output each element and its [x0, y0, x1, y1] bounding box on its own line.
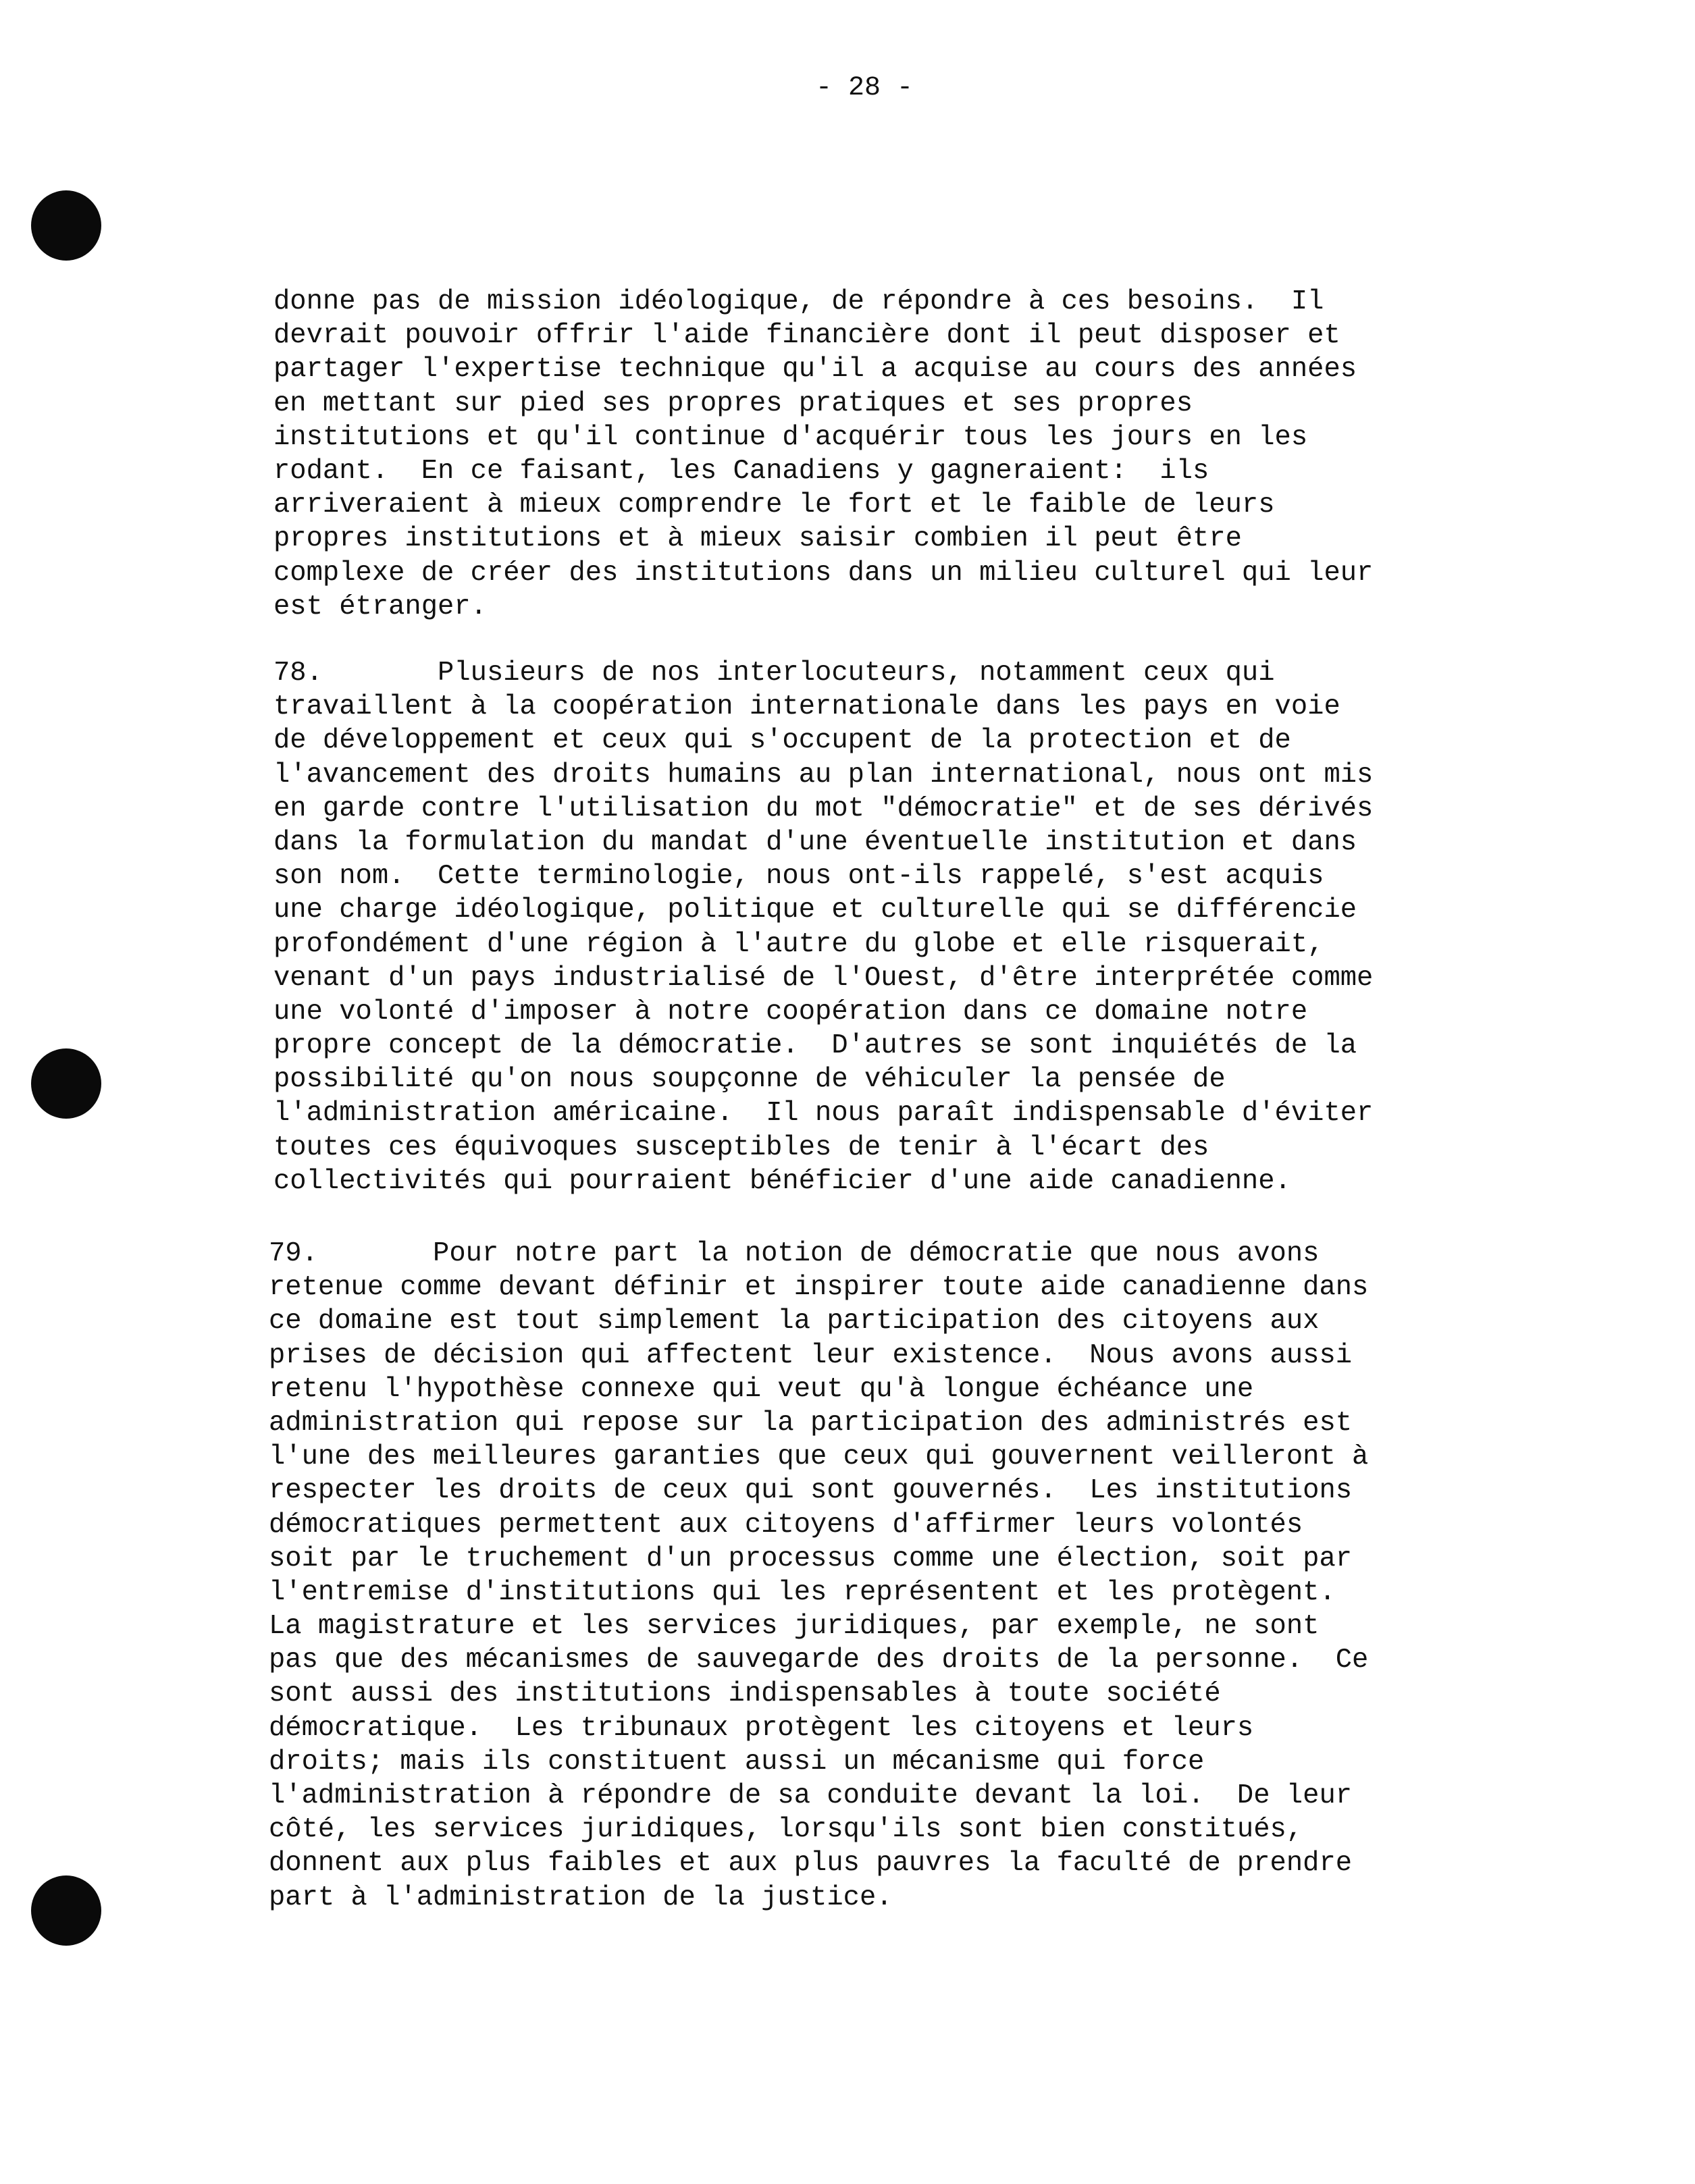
- text-line: retenue comme devant définir et inspirer toute aide canadienne dans: [269, 1272, 1369, 1304]
- text-line: prises de décision qui affectent leur existence. Nous avons aussi: [269, 1339, 1353, 1371]
- text-line: respecter les droits de ceux qui sont gouvernés. Les institutions: [269, 1475, 1353, 1507]
- text-line: La magistrature et les services juridiques, par exemple, ne sont: [269, 1611, 1320, 1643]
- text-line: soit par le truchement d'un processus comme une élection, soit par: [269, 1543, 1353, 1574]
- text-line: l'une des meilleures garanties que ceux qui gouvernent veilleront à: [269, 1441, 1369, 1473]
- text-line: venant d'un pays industrialisé de l'Ouest, d'être interprétée comme: [273, 962, 1374, 994]
- text-line: arriveraient à mieux comprendre le fort et le faible de leurs: [273, 489, 1275, 521]
- text-line: toutes ces équivoques susceptibles de tenir à l'écart des: [273, 1131, 1209, 1163]
- text-line: rodant. En ce faisant, les Canadiens y gagneraient: ils: [273, 455, 1209, 487]
- text-line: ce domaine est tout simplement la participation des citoyens aux: [269, 1306, 1320, 1337]
- text-line: 78. Plusieurs de nos interlocuteurs, notamment ceux qui: [273, 658, 1275, 689]
- text-line: une charge idéologique, politique et culturelle qui se différencie: [273, 895, 1357, 926]
- text-line: administration qui repose sur la participation des administrés est: [269, 1407, 1353, 1439]
- text-line: partager l'expertise technique qu'il a acquise au cours des années: [273, 354, 1357, 385]
- text-line: droits; mais ils constituent aussi un mécanisme qui force: [269, 1746, 1205, 1778]
- paragraph-continuation: [273, 285, 1428, 624]
- text-line: côté, les services juridiques, lorsqu'ils sont bien constitués,: [269, 1814, 1303, 1846]
- text-line: propres institutions et à mieux saisir combien il peut être: [273, 523, 1242, 555]
- text-line: devrait pouvoir offrir l'aide financière dont il peut disposer et: [273, 320, 1340, 352]
- punch-hole-middle: [31, 1048, 101, 1119]
- text-line: travaillent à la coopération internationale dans les pays en voie: [273, 691, 1340, 723]
- page-number: - 28 -: [815, 73, 914, 103]
- text-line: en mettant sur pied ses propres pratiques et ses propres: [273, 388, 1193, 419]
- text-line: propre concept de la démocratie. D'autres se sont inquiétés de la: [273, 1030, 1357, 1062]
- text-line: l'administration à répondre de sa conduite devant la loi. De leur: [269, 1780, 1353, 1811]
- text-line: démocratiques permettent aux citoyens d'affirmer leurs volontés: [269, 1509, 1303, 1541]
- text-line: une volonté d'imposer à notre coopération dans ce domaine notre: [273, 996, 1308, 1028]
- text-line: l'avancement des droits humains au plan international, nous ont mis: [273, 759, 1374, 791]
- paragraph-78: [273, 656, 1428, 1198]
- text-line: institutions et qu'il continue d'acquérir tous les jours en les: [273, 421, 1308, 453]
- paragraph-79: [269, 1237, 1424, 1915]
- punch-hole-bottom: [31, 1875, 101, 1946]
- text-line: l'administration américaine. Il nous paraît indispensable d'éviter: [273, 1098, 1374, 1129]
- text-line: est étranger.: [273, 591, 487, 622]
- text-line: dans la formulation du mandat d'une éventuelle institution et dans: [273, 826, 1357, 858]
- text-line: en garde contre l'utilisation du mot "démocratie" et de ses dérivés: [273, 793, 1374, 824]
- punch-hole-top: [31, 190, 101, 261]
- text-line: profondément d'une région à l'autre du globe et elle risquerait,: [273, 928, 1324, 960]
- text-line: pas que des mécanismes de sauvegarde des droits de la personne. Ce: [269, 1645, 1369, 1676]
- text-line: l'entremise d'institutions qui les représentent et les protègent.: [269, 1576, 1336, 1608]
- text-line: son nom. Cette terminologie, nous ont-ils rappelé, s'est acquis: [273, 861, 1324, 893]
- text-line: possibilité qu'on nous soupçonne de véhiculer la pensée de: [273, 1064, 1226, 1096]
- text-line: démocratique. Les tribunaux protègent les citoyens et leurs: [269, 1712, 1254, 1744]
- text-line: sont aussi des institutions indispensables à toute société: [269, 1678, 1221, 1710]
- text-line: 79. Pour notre part la notion de démocratie que nous avons: [269, 1238, 1320, 1269]
- text-line: retenu l'hypothèse connexe qui veut qu'à longue échéance une: [269, 1373, 1254, 1405]
- text-line: donne pas de mission idéologique, de répondre à ces besoins. Il: [273, 286, 1324, 317]
- text-line: de développement et ceux qui s'occupent de la protection et de: [273, 725, 1291, 757]
- text-line: collectivités qui pourraient bénéficier d'une aide canadienne.: [273, 1165, 1291, 1197]
- text-line: donnent aux plus faibles et aux plus pauvres la faculté de prendre: [269, 1848, 1353, 1880]
- text-line: complexe de créer des institutions dans un milieu culturel qui leur: [273, 557, 1374, 589]
- text-line: part à l'administration de la justice.: [269, 1882, 893, 1913]
